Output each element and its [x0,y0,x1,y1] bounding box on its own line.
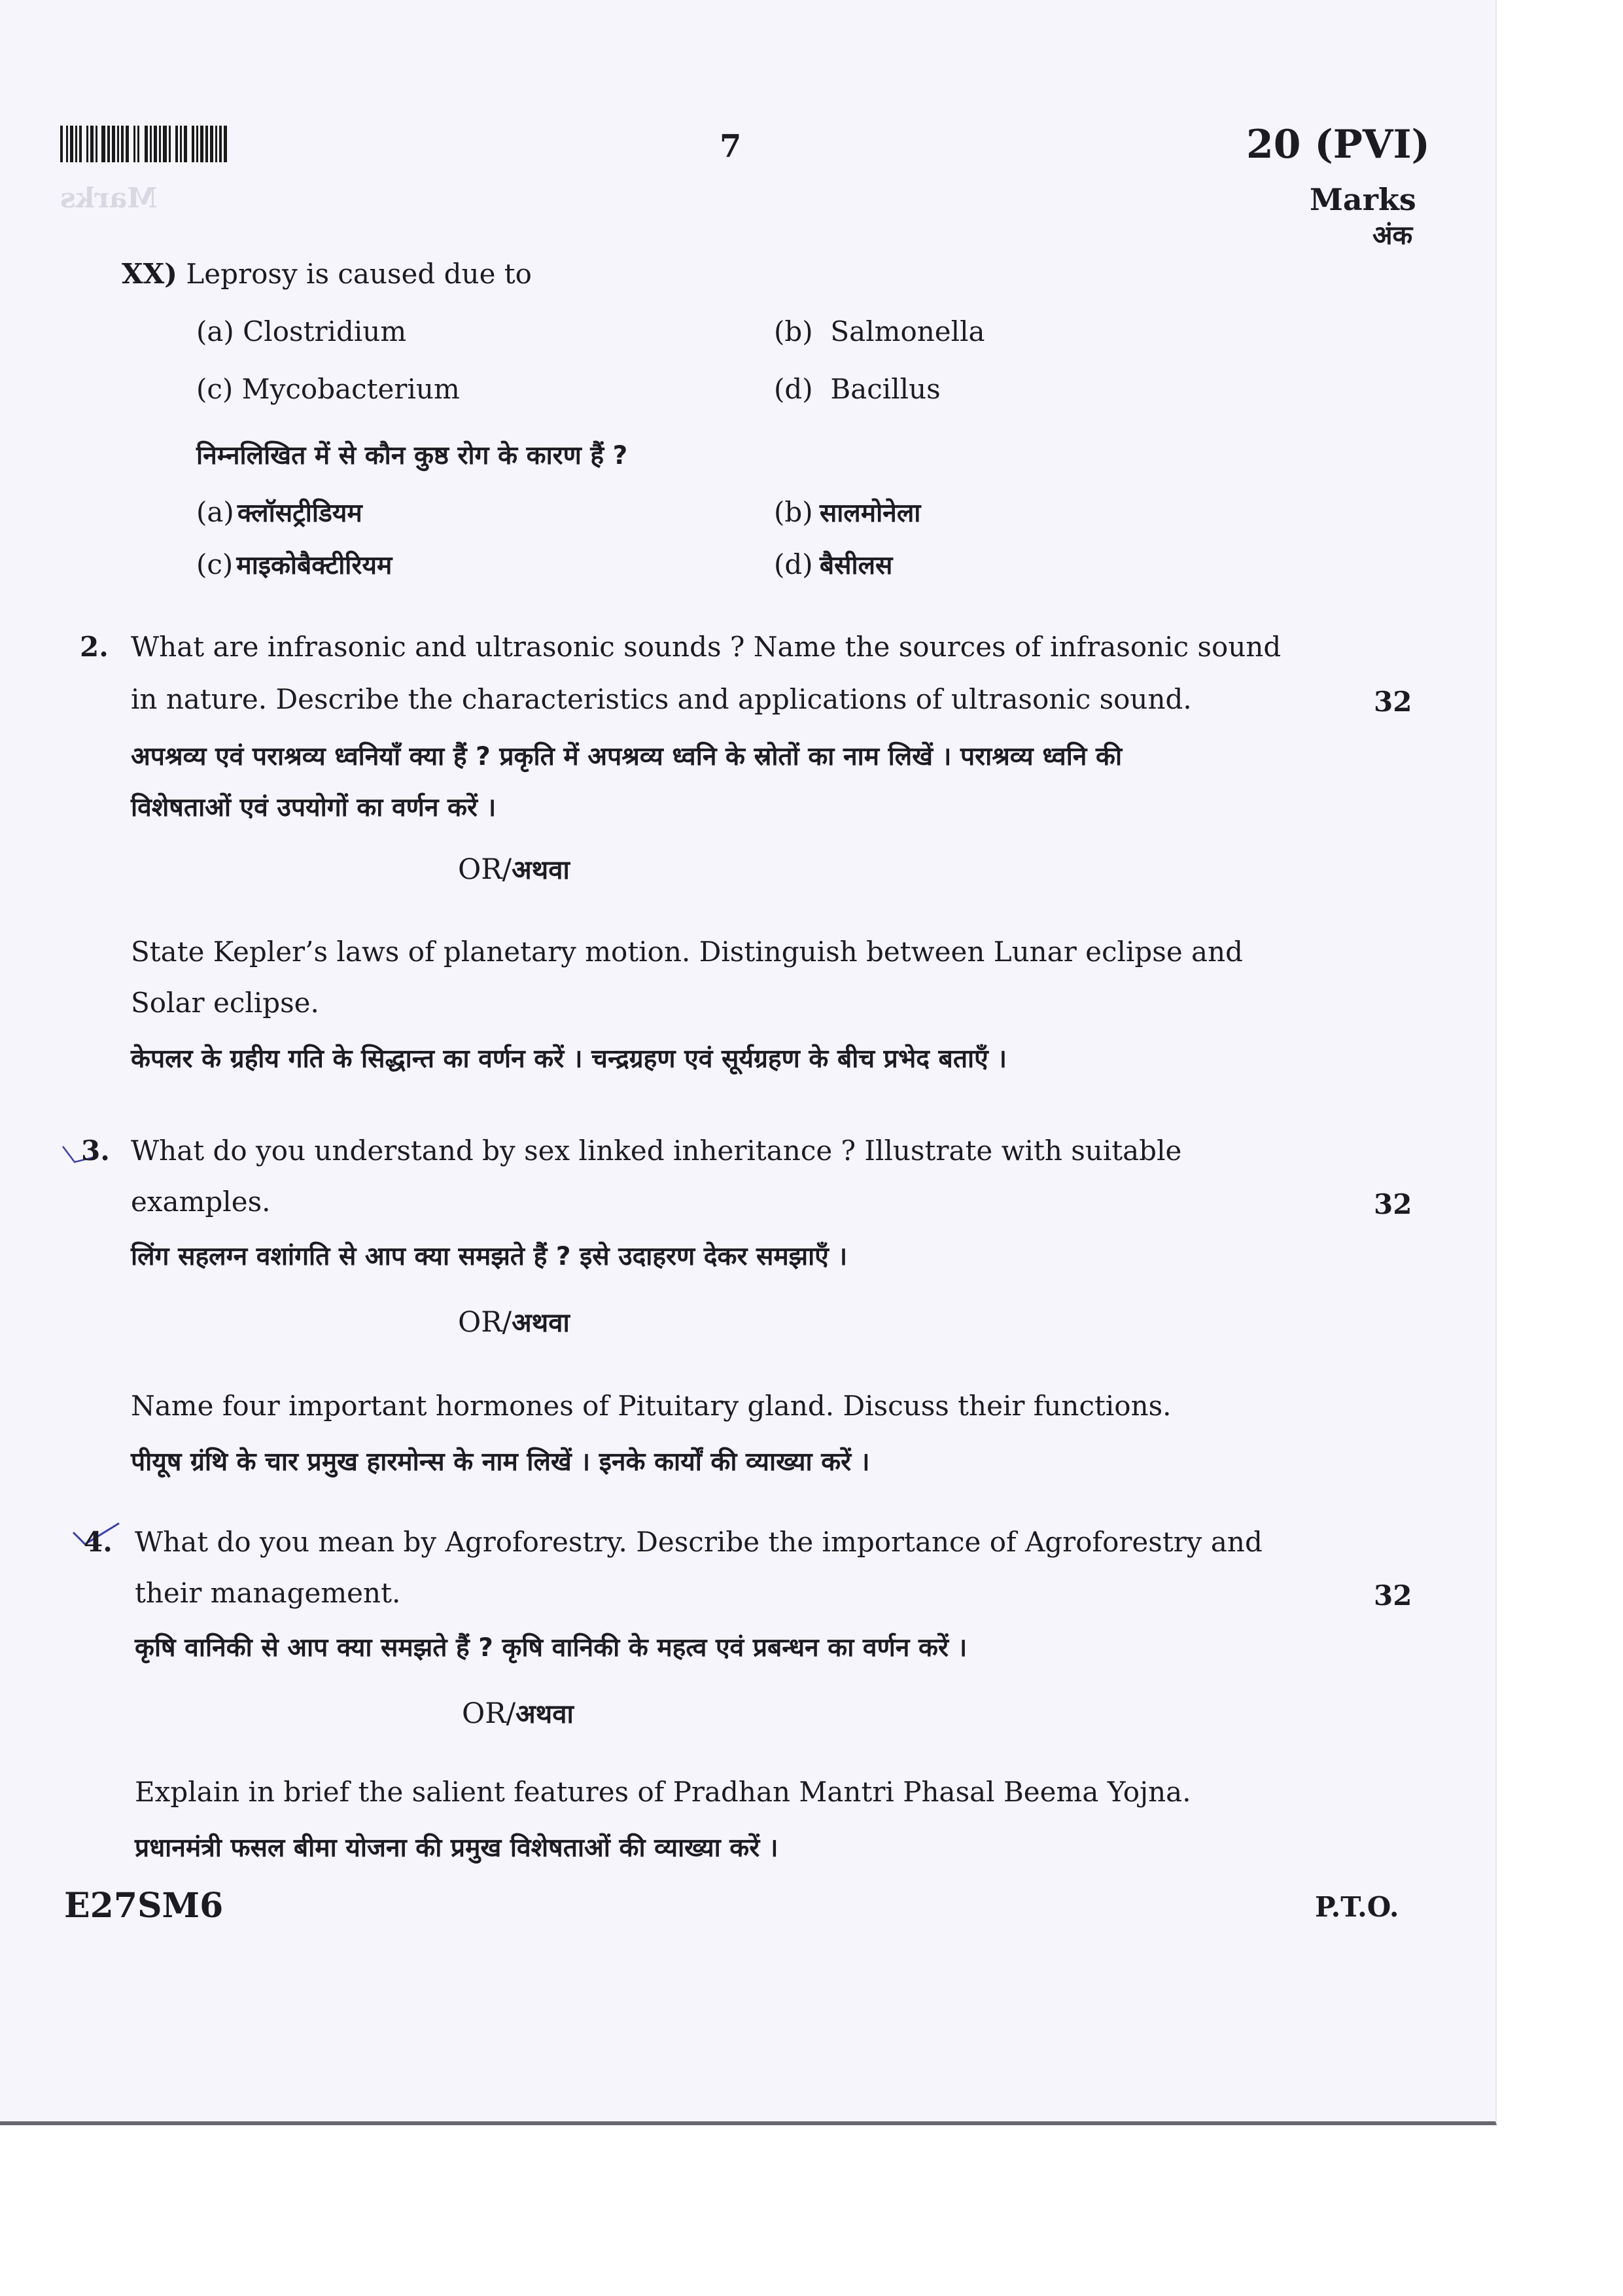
question-number: XX) [122,258,178,290]
marks-value: 32 [1374,1188,1412,1220]
alt-question-text-line: Name four important hormones of Pituitary gland. Discuss their functions. [131,1390,1172,1422]
question-text-hindi-line: विशेषताओं एवं उपयोगों का वर्णन करें । [131,793,497,822]
option-a-en: (a) Clostridium [196,315,407,347]
alt-question-text-line: Solar eclipse. [131,987,319,1019]
question-text-hindi-line: लिंग सहलग्न वशांगति से आप क्या समझते हैं ? इसे उदाहरण देकर समझाएँ । [131,1242,848,1271]
option-d-hi: (d) बैसीलस [774,548,893,580]
alt-question-text-line: Explain in brief the salient features of Pradhan Mantri Phasal Beema Yojna. [135,1776,1191,1808]
question-text-hindi-line: कृषि वानिकी से आप क्या समझते हैं ? कृषि वानिकी के महत्व एवं प्रबन्धन का वर्णन करें । [135,1633,968,1663]
marks-value: 32 [1374,686,1412,718]
marks-column-label-hindi: अंक [1372,221,1413,251]
marks-column-label: Marks [1310,182,1416,217]
question-text-line: What are infrasonic and ultrasonic sounds ? Name the sources of infrasonic sound [131,631,1282,663]
or-separator: OR/अथवा [458,1306,570,1339]
question-text: Leprosy is caused due to [186,258,532,290]
option-d-en: (d) Bacillus [774,373,941,405]
question-number: 3. [81,1135,110,1167]
question-text-line: their management. [135,1577,401,1609]
alt-question-text-hindi-line: केपलर के ग्रहीय गति के सिद्धान्त का वर्णन करें । चन्द्रग्रहण एवं सूर्यग्रहण के बीच प्रभेद बताएँ । [131,1044,1007,1074]
barcode-icon [60,126,271,162]
show-through-text: Marks [60,182,158,214]
alt-question-text-line: State Kepler’s laws of planetary motion. Distinguish between Lunar eclipse and [131,936,1244,968]
question-number: 2. [80,631,109,663]
option-c-hi: (c) माइकोबैक्टीरियम [196,548,393,580]
alt-question-text-hindi-line: प्रधानमंत्री फसल बीमा योजना की प्रमुख विशेषताओं की व्याख्या करें । [135,1833,778,1863]
question-text-line: What do you mean by Agroforestry. Describe the importance of Agroforestry and [135,1526,1263,1558]
question-text-line: examples. [131,1186,271,1218]
option-a-hi: (a) क्लॉसट्रीडियम [196,496,362,528]
alt-question-text-hindi-line: पीयूष ग्रंथि के चार प्रमुख हारमोन्स के नाम लिखें । इनके कार्यों की व्याख्या करें । [131,1447,870,1477]
option-b-hi: (b) सालमोनेला [774,496,921,528]
or-separator: OR/अथवा [458,853,570,886]
question-number: 4. [84,1526,113,1558]
marks-value: 32 [1374,1580,1412,1612]
question-text-line: in nature. Describe the characteristics and applications of ultrasonic sound. [131,683,1192,715]
please-turn-over: P.T.O. [1315,1891,1399,1923]
question-text-hindi: निम्नलिखित में से कौन कुष्ठ रोग के कारण हैं ? [196,441,628,470]
question-text-line: What do you understand by sex linked inheritance ? Illustrate with suitable [131,1135,1182,1167]
page-number: 7 [720,128,742,165]
booklet-code: E27SM6 [64,1886,224,1926]
question-text-hindi-line: अपश्रव्य एवं पराश्रव्य ध्वनियाँ क्या हैं ? प्रकृति में अपश्रव्य ध्वनि के स्रोतों का नाम लिखें । पराश्रव्य ध्वनि की [131,742,1123,771]
option-b-en: (b) Salmonella [774,315,985,347]
or-separator: OR/अथवा [462,1697,574,1730]
option-c-en: (c) Mycobacterium [196,373,460,405]
paper-code: 20 (PVI) [1246,122,1430,168]
